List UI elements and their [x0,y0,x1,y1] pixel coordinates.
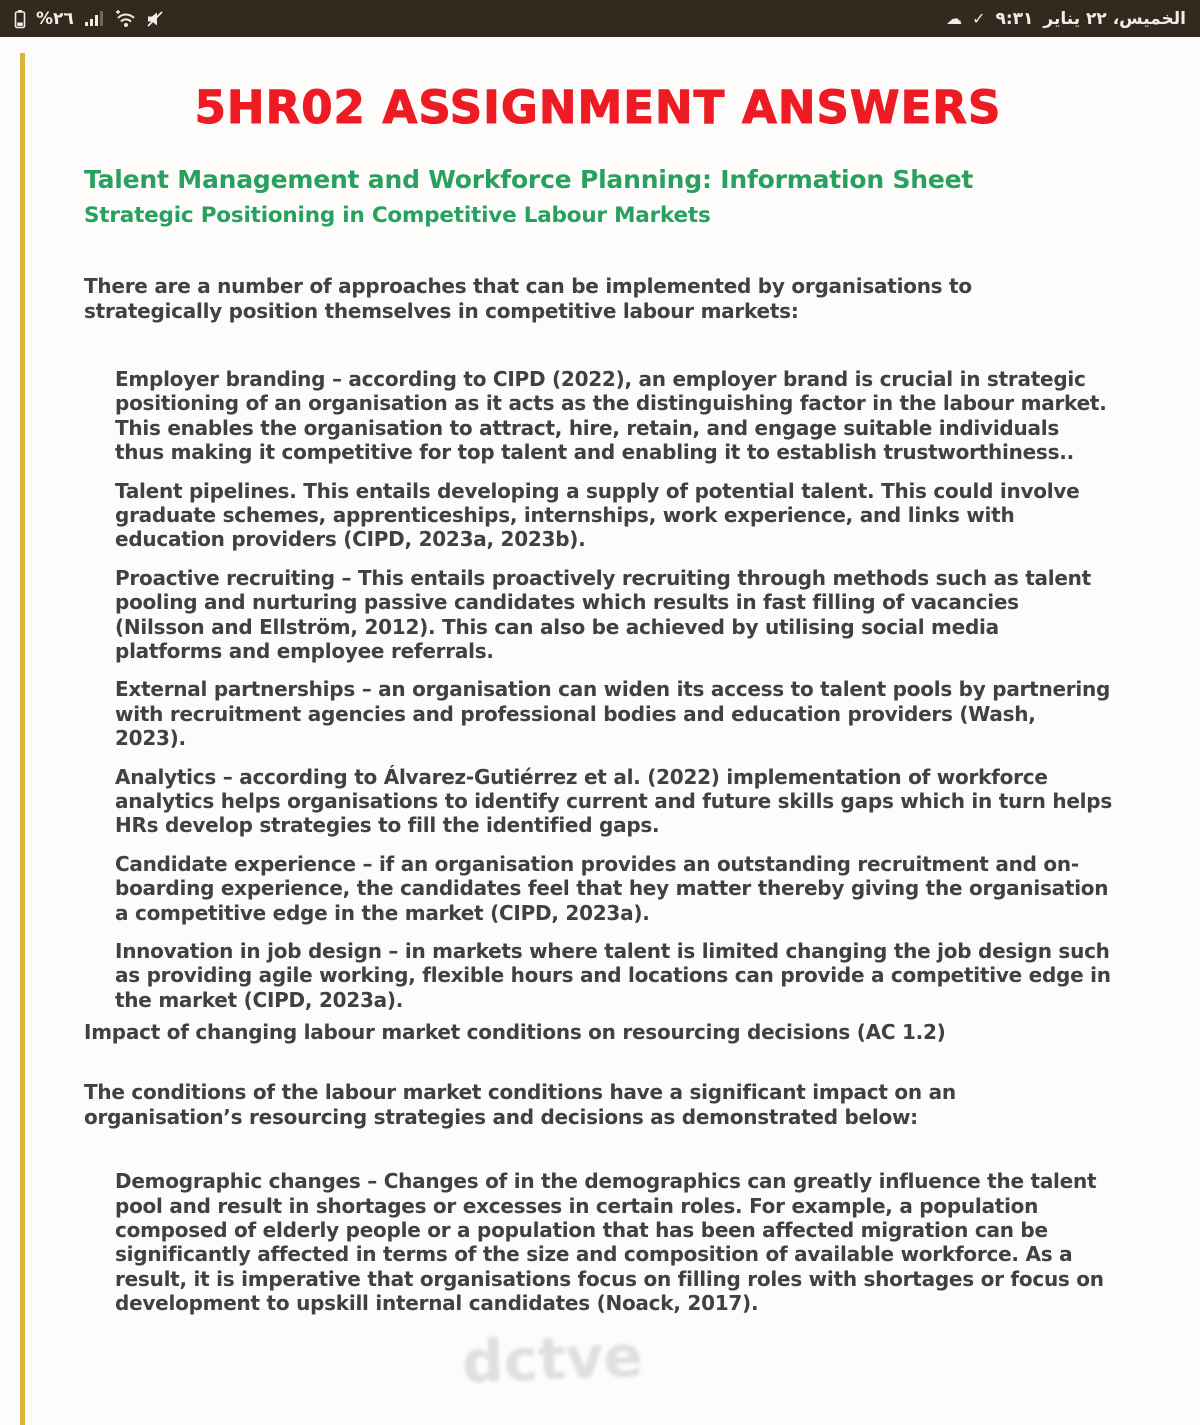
labour-market-list [84,1169,1112,1315]
document-scroll-area[interactable] [0,37,1200,1425]
list-item: Demographic changes – Changes of in the demographics can greatly influence the talent pool and result in shortages or excesses in certain roles. For example, a population composed of elderly people or a population that has been affected migration can be significantly affected in terms of the size and composition of available workforce. As a result, it is imperative that organisations focus on filling roles with shortages or focus on development to upskill internal candidates (Noack, 2017). [115,1169,1104,1316]
list-item: Proactive recruiting – This entails proactively recruiting through methods such as talent pooling and nurturing passive candidates which results in fast filling of vacancies (Nilsson and Ellström, 2012). This can also be achieved by utilising social media platforms and employee referrals. [115,565,1091,663]
watermark: dctve [460,1321,644,1397]
section2-heading: Impact of changing labour market conditions on resourcing decisions (AC 1.2) [84,1020,946,1045]
list-item: Candidate experience – if an organisation provides an outstanding recruitment and on-boarding experience, the candidates feel that hey matter thereby giving the organisation a competitive edge in the market (CIPD, 2023a). [115,851,1109,925]
wifi-icon [114,10,136,28]
status-time: ٩:٣١ [995,8,1034,29]
status-bar [0,0,1200,37]
battery-icon [14,9,26,29]
mute-icon [146,10,164,28]
section-heading: Talent Management and Workforce Planning: Information Sheet [84,164,974,194]
list-item: Talent pipelines. This entails developing a supply of potential talent. This could involve graduate schemes, apprenticeships, internships, work experience, and links with education providers (CIPD, 2023a, 2023b). [115,478,1080,552]
section-subheading: Strategic Positioning in Competitive Labour Markets [84,202,711,228]
left-margin-rule [20,53,25,1425]
status-bar-left [14,9,164,29]
intro-paragraph: There are a number of approaches that can be implemented by organisations to strategically position themselves in competitive labour markets: [84,274,972,323]
cloud-icon: ☁ [946,8,963,28]
list-item: Analytics – according to Álvarez-Gutiérrez et al. (2022) implementation of workforce analytics helps organisations to identify current and future skills gaps which in turn helps HRs develop strategies to fill the identified gaps. [115,764,1112,838]
status-bar-right [946,9,1186,29]
list-item: External partnerships – an organisation can widen its access to talent pools by partnering with recruitment agencies and professional bodies and education providers (Wash, 2023). [115,677,1111,751]
list-item: Employer branding – according to CIPD (2022), an employer brand is crucial in strategic positioning of an organisation as it acts as the distinguishing factor in the labour market. This enables the organisation to attract, hire, retain, and engage suitable individuals thus making it competitive for top talent and enabling it to establish trustworthiness.. [115,367,1107,465]
page-title: 5HR02 ASSIGNMENT ANSWERS [194,81,1002,134]
status-date: الخميس، ٢٢ يناير [1043,8,1186,29]
section2-intro-paragraph: The conditions of the labour market conditions have a significant impact on an organisation’s resourcing strategies and decisions as demonstrated below: [84,1080,956,1129]
approaches-list [84,367,1112,1012]
battery-percent: %٢٦ [36,8,74,29]
list-item: Innovation in job design – in markets where talent is limited changing the job design such as providing agile working, flexible hours and locations can provide a competitive edge in the market (CIPD, 2023a). [115,938,1111,1012]
sync-check-icon: ✓ [972,8,986,28]
signal-strength-icon [84,10,104,28]
